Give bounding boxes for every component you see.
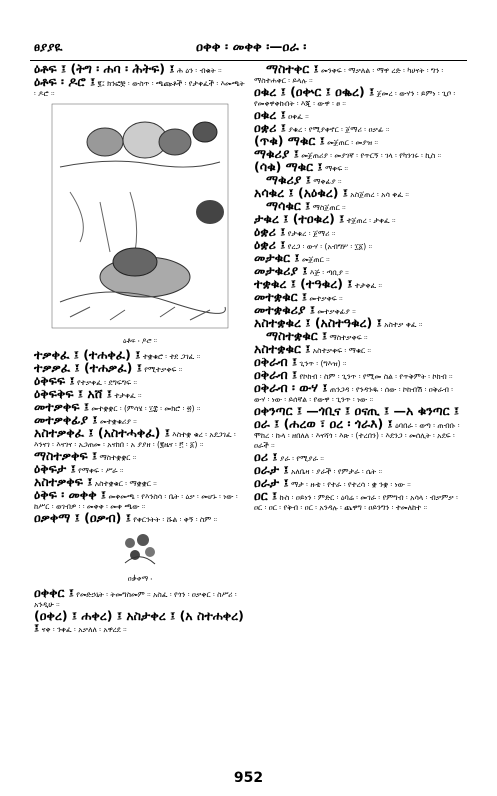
definition: የማቀፍ ፡ ሥራ ። — [75, 466, 124, 475]
headword: አስተቋቁር ፤ — [254, 341, 311, 356]
definition: ዕባበራ ፡ ወጣ ፡ ጠብቡ ፡ ሞከረ ፡ ኩላ ፡ ዘበለለ ፡ እናሻጎ ፡ እጽ ፡ (ተረበን) ፡ እደንጋ ፡ መሰሊት ፡ አደፍ ፡ ዐራች ። — [254, 421, 460, 450]
hen-illustration — [50, 102, 230, 330]
headword: አስተቋቁረ ፤ (አስተዓቁረ) ፤ — [254, 315, 382, 330]
definition: ዐቀፈ ። — [285, 112, 309, 121]
headword: ዐራታ ፤ — [254, 475, 289, 490]
headword: ዐቀቀር ፤ — [34, 585, 74, 600]
definition: የቀርንትት ፡ ሹል ፡ ቀኝ ፡ ስም ። — [130, 515, 218, 524]
headword: ዕቶፍ ፤ (ትግ ፡ ሐባ ፡ ሕትፍ) ፤ — [34, 61, 175, 76]
headword: አስተቃቀፍ ፤ — [34, 474, 93, 489]
headword: ዐቁረ ፤ — [254, 107, 286, 122]
definition: አለቤዛ ፡ ያራች ፡ የምታራ ፡ ሴት ። — [288, 467, 383, 476]
headword: ማሳቁር ፤ — [266, 198, 311, 213]
headword: ዐቅራብ ፤ — [254, 354, 298, 369]
definition: ማታ ፡ ዙቴ ፡ የተራ ፡ የተረሳ ፡ ቋ ንቋ ፡ ነው ። — [288, 480, 411, 489]
dictionary-entry — [34, 74, 246, 99]
dictionary-entry — [254, 380, 466, 405]
dictionary-entry — [34, 510, 246, 525]
plant-illustration-wrapper — [115, 528, 165, 572]
definition: ጠንጋዳ ፡ የንዳንዱ ፡ ሰው ፡ ኮከብሽ ፡ ዐቅራብ ፡ ውሃ ፡ ነው ፡ ይሰኛል ፡ የውዋ ፡ ጊንጥ ፡ ነው ። — [254, 385, 454, 404]
definition: መንቀፍ ፡ ማቃለል ፡ ማዋ ረድ ፡ ካሀናት ፡ ግን ፡ ማስተሐቀር ፡ ይላሉ ። — [254, 66, 444, 85]
dictionary-entry — [34, 585, 246, 610]
headword: ማስተቀር ፤ — [266, 61, 319, 76]
definition: አስተቃቀፍ ፡ ማቁር ። — [310, 346, 372, 355]
headword: አስተቃቀፈ ፤ (አስተሓቀፈ) ፤ — [34, 425, 170, 440]
headword: መተቋቁር ፤ — [254, 289, 308, 304]
headword: ማስተቋቁር ፤ — [266, 328, 328, 343]
headword: መታቁሪያ ፤ — [254, 263, 308, 278]
headword: ተቃቀፈ ፤ (ተሐቀፈ) ፤ — [34, 347, 141, 362]
definition: ተታቀፈ ። — [111, 391, 142, 400]
definition: የመድኃኒት ፡ ትመግስመም ። አስፈ ፡ የጎን ፡ ዐቃቀር ፡ ስሥሪ ፡ አንዲሁ ። — [34, 590, 237, 609]
definition: ሕ ዕን ፡ ብቁት ። — [174, 66, 222, 75]
headword: ዕቅፍታ ፤ — [34, 461, 76, 476]
definition: አስጀጠረ ፡ አሳ ቀፈ ። — [347, 190, 409, 199]
right-column — [254, 61, 466, 514]
headword: ዐቅራብ ፡ ውሃ ፤ — [254, 380, 328, 395]
definition: መተቋቋር ፡ (ምሳሄ ፡ ፲፰ ፡ መክሮ ፡ ፳) ። — [89, 404, 201, 413]
definition: ያራ ፡ የሚያራ ። — [277, 454, 324, 463]
headword: መተቋቁሪያ ፤ — [254, 302, 315, 317]
definition: ኩስ ፡ ዐይነን ፡ ምድር ፡ ዕባሬ ፡ መገራ ፡ የምግብ ፡ አሳላ ፡ ብቃምቃ ፡ ዐር ፡ ዐር ፡ የቅብ ፡ ዐር ፡ አንዳሉ ፡ ጨዋግ ፡ ዐይንግን ፡ ተመለከተ ። — [254, 493, 458, 512]
headword: ተቋቁረ ፤ (ተዓቁረ) ፤ — [254, 276, 353, 291]
definition: የተቃቀፈ ፡ ደግፍግፍ ። — [74, 378, 137, 387]
dictionary-entry — [34, 487, 246, 512]
headword: ዐራ ፤ (ሐረወ ፣ ዐረ ፡ ጎራእ) ፤ — [254, 416, 393, 431]
headword: ዐቋሪ ፤ — [254, 120, 286, 135]
headword: መተቃቀፍ ፤ — [34, 399, 90, 414]
definition: መተቃቀፍ ። — [307, 294, 343, 303]
left-column — [34, 61, 246, 636]
definition: ተታቀፈ ። — [352, 281, 383, 290]
definition: መቀመጫ ፡ የእንስሳ ፡ ቤት ፡ ዕቃ ፡ መሆኑ ፡ ነው ፡ ከሥር ፡ ወገብዎ ፡ ፡ መቀቀ ፡ መቀ ጫው ። — [34, 492, 238, 511]
headword: ማቁሪያ ፤ — [266, 172, 311, 187]
definition: ናቀ ፡ ንቀፈ ፡ አቃለለ ፡ አዋረደ ። — [39, 625, 127, 634]
headword: ዕቅፍፍ ፤ — [34, 373, 75, 388]
dictionary-entry — [254, 84, 466, 109]
headword: ዕቅፍቅፍ ፤ አሸ ፤ — [34, 386, 112, 401]
headword: ዐቅራብ ፤ — [254, 367, 298, 382]
dictionary-entry — [254, 416, 466, 451]
headword: ታቁረ ፤ (ተዐቁረ) ፤ — [254, 211, 345, 226]
definition: ጊንጥ ፡ (ግእዝ) ። — [297, 359, 347, 368]
plant-illustration — [115, 528, 165, 568]
headword: ዕቅፍ ፡ መቀቀ ፤ — [34, 487, 107, 502]
dictionary-entry — [34, 608, 246, 635]
definition: ማስጀጠር ። — [310, 203, 346, 212]
headword: ዐራታ ፤ — [254, 462, 289, 477]
definition: የኮከብ ፡ ስም ፡ ጊንጥ ፡ የሚመ ስል ፡ የጥቅምት ፡ ኮከብ ። — [297, 372, 453, 381]
definition: ተጀጠረ ፡ ታቀፈ ። — [344, 216, 396, 225]
definition: ያቁረ ፡ የሚያቀኖር ፡ ጀማሪ ፡ ዐቃፊ ። — [285, 125, 390, 134]
headword: ዕቋሪ ፤ — [254, 224, 286, 239]
definition: አስተቃ ቀፈ ። — [381, 320, 423, 329]
figure-caption: ዕቶፍ ፡ ዶሮ ። — [122, 337, 158, 345]
headword: ዐቀንጣር ፤ —ጎቢና ፤ ዐናጢ ፤ —አ ቁንጣር ፤ — [254, 403, 460, 418]
definition: ማቀፍ ። — [322, 164, 349, 173]
dictionary-entry — [254, 211, 466, 226]
definition: መተቋቁሪያ ። — [97, 417, 137, 426]
dictionary-entry — [254, 61, 466, 86]
headword: ተቃቃፈ ፤ (ተሐቃፈ) ፤ — [34, 360, 142, 375]
headword: (ጥቁ) ማቁር ፤ — [254, 133, 325, 148]
hen-illustration-wrapper — [50, 102, 230, 334]
dictionary-entry — [254, 488, 466, 513]
definition: መጀጠር ። — [299, 255, 330, 264]
definition: የሚተቃቀፍ ። — [141, 365, 183, 374]
figure-caption: ዐቃቀማ ፡ — [127, 575, 153, 583]
definition: እስተቋ ቁረ ፡ አደጋገፈ ፡ እንናገ ፡ እናገና ፡ አጋጠመ ፡ አናከበ ፡ አ ያያዘ ፡ (፪ዜና ፡ ፫ ፡ ፩) ። — [34, 430, 236, 449]
headword: (ዐቀረ) ፤ ሐቀረ) ፤ አስታቀረ ፤ (አ ስተሐቀረ) ፤ — [34, 608, 244, 635]
section-code: ፀያያዪ — [34, 40, 63, 54]
definition: ፪፤ ክንፎቿ ፡ ውስጥ ፡ ጫጩቶች ፡ የታቀፈች ፡ እመጫት ፡ ዶሮ ። — [34, 79, 245, 98]
definition: ተቋቁሮ ፡ ተደ ጋገፈ ። — [140, 352, 201, 361]
definition: መጀጠር ፡ መያዝ ። — [324, 138, 379, 147]
definition: መጀጠሪያ ፡ መያገኛ ፡ የጥርኝ ፡ ገላ ፡ የካንገሩ ፡ ኪስ ። — [298, 151, 442, 160]
definition: መተቃቀፊያ ። — [314, 307, 356, 316]
page-title: ዐቀቀ ፡ መቀቀ ፡—ዐራ ፡ — [196, 40, 307, 55]
dictionary-entry — [254, 224, 466, 239]
definition: ማስተቋቋር ። — [97, 453, 137, 462]
headword: አሳቁረ ፤ (አዕቁረ) ፤ — [254, 185, 348, 200]
headword: ዐር ፤ — [254, 488, 278, 503]
dictionary-entry — [34, 425, 246, 450]
page-number: 952 — [233, 770, 264, 786]
headword: ዐሪ ፤ — [254, 449, 278, 464]
dictionary-entry — [254, 475, 466, 490]
definition: ጀመረ ፡ ውሃን ፡ ይምነ ፡ ጊቦ ፡ የመቀዋቀኩበት ፡ እጂ ፡ ውዋ ፡ ፀ ። — [254, 89, 456, 108]
headword: ዕቋሪ ፤ — [254, 237, 286, 252]
definition: የረጋ ፡ ውሃ ፡ (አብግሦ ፡ ፲፩) ። — [285, 242, 373, 251]
headword: ዕቶፍ ፡ ዶሮ ፤ — [34, 74, 96, 89]
definition: ማቀፊያ ። — [310, 177, 342, 186]
headword: መታቁር ፤ — [254, 250, 300, 265]
headword: (ሳቁ) ማቁር ፤ — [254, 159, 323, 174]
definition: ማስተቃቀፍ ። — [327, 333, 368, 342]
headword: ዐቁረ ፤ (ዐቍር ፤ ዐቈረ) ፤ — [254, 84, 375, 99]
definition: የታቁረ ፡ ጀማሪ ። — [285, 229, 336, 238]
headword: ዐቃቀማ ፤ (ዐቃብ) ፤ — [34, 510, 131, 525]
definition: አስተቋቁር ፡ ማቋቋር ። — [92, 479, 157, 488]
headword: መተቃቀፊያ ፤ — [34, 412, 98, 427]
definition: እጅ ፡ ጣቢያ ። — [307, 268, 349, 277]
headword: ማስተቃቀፍ ፤ — [34, 448, 98, 463]
headword: ማቁሪያ ፤ — [254, 146, 299, 161]
